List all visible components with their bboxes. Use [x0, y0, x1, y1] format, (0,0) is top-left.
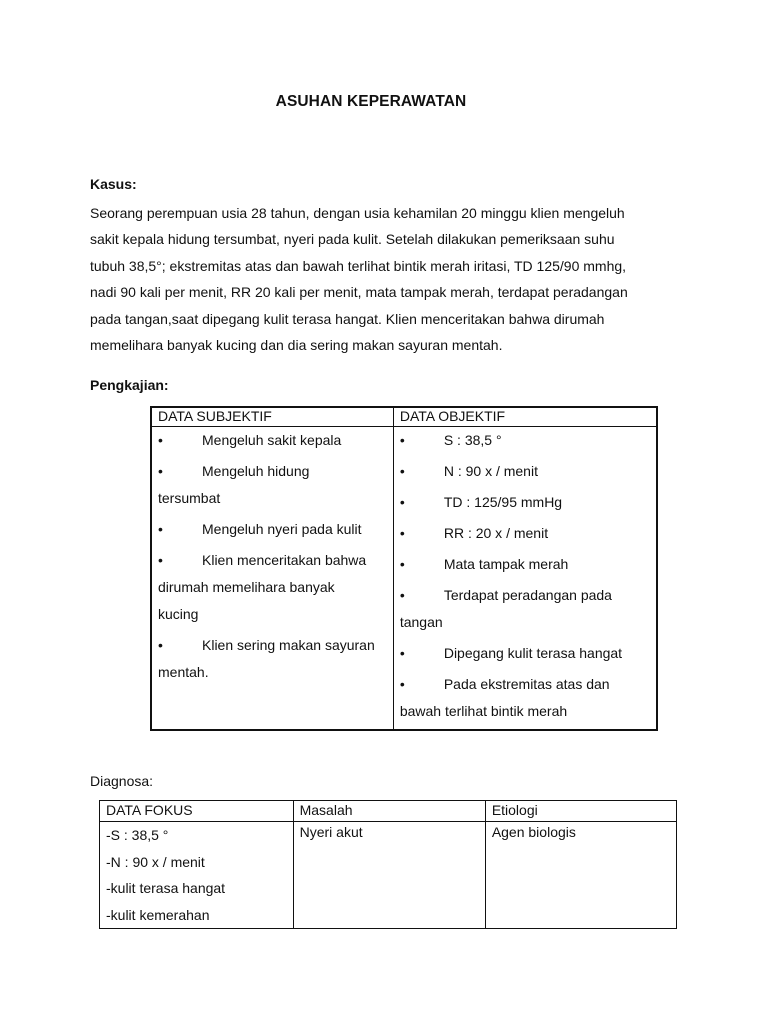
kasus-line: Seorang perempuan usia 28 tahun, dengan usia kehamilan 20 minggu klien mengeluh [90, 205, 625, 221]
subjektif-item [158, 458, 387, 512]
subjektif-item [158, 516, 387, 543]
objektif-item [400, 489, 650, 516]
data-fokus-cell [100, 822, 294, 929]
bullet-icon: • [399, 587, 405, 603]
header-data-objektif: DATA OBJEKTIF [393, 407, 657, 427]
bullet-icon: • [158, 432, 163, 448]
diagnosa-table [99, 800, 677, 929]
objektif-item [400, 640, 650, 667]
fokus-item: -N : 90 x / menit [106, 853, 205, 870]
kasus-line: tubuh 38,5°; ekstremitas atas dan bawah terlihat bintik merah iritasi, TD 125/90 mmhg, [90, 257, 627, 274]
bullet-icon: • [158, 552, 163, 568]
subjektif-item-text: Klien menceritakan bahwa [202, 552, 367, 568]
fokus-item: -kulit terasa hangat [106, 880, 226, 896]
etiologi-cell [485, 822, 676, 929]
bullet-icon: • [158, 521, 163, 537]
pengkajian-table [150, 406, 658, 731]
objektif-item [400, 520, 650, 547]
subjektif-item-text: Mengeluh hidung [202, 463, 310, 479]
bullet-icon: • [399, 432, 405, 448]
document-title: ASUHAN KEPERAWATAN [275, 93, 467, 110]
objektif-item-text: Mata tampak merah [443, 556, 569, 572]
objektif-item-continuation: tangan [399, 614, 443, 630]
subjektif-item-text: Mengeluh sakit kepala [202, 432, 342, 448]
objektif-item [400, 671, 650, 725]
subjektif-item [158, 547, 387, 628]
objektif-item [400, 582, 650, 636]
subjektif-item-continuation: kucing [158, 606, 199, 622]
header-data-subjektif: DATA SUBJEKTIF [151, 407, 393, 427]
subjektif-item [158, 632, 387, 686]
objektif-item [400, 427, 650, 454]
header-data-fokus: DATA FOKUS [100, 801, 294, 822]
subjektif-item-continuation: tersumbat [158, 490, 221, 506]
objektif-item-text: TD : 125/95 mmHg [443, 494, 563, 510]
kasus-line: pada tangan,saat dipegang kulit terasa hangat. Klien menceritakan bahwa dirumah [90, 310, 605, 327]
objektif-item-text: N : 90 x / menit [443, 463, 538, 479]
bullet-icon: • [399, 645, 405, 661]
bullet-icon: • [399, 494, 405, 510]
bullet-icon: • [399, 525, 405, 541]
bullet-icon: • [158, 463, 163, 479]
bullet-icon: • [399, 676, 405, 692]
objektif-item-continuation: bawah terlihat bintik merah [399, 703, 568, 719]
diagnosa-heading: Diagnosa: [90, 773, 154, 789]
fokus-item: -kulit kemerahan [106, 906, 210, 923]
kasus-line: nadi 90 kali per menit, RR 20 kali per menit, mata tampak merah, terdapat peradangan [90, 284, 628, 301]
subjektif-item [158, 427, 387, 454]
bullet-icon: • [158, 637, 163, 653]
subjektif-item-continuation: dirumah memelihara banyak [158, 579, 335, 595]
kasus-heading: Kasus: [90, 176, 137, 192]
objektif-item [400, 458, 650, 485]
subjektif-item-text: Klien sering makan sayuran [202, 637, 375, 653]
objektif-item-text: Terdapat peradangan pada [443, 587, 612, 603]
fokus-item: -S : 38,5 ° [106, 827, 169, 843]
pengkajian-heading: Pengkajian: [90, 377, 169, 393]
bullet-icon: • [399, 463, 405, 479]
objektif-item [400, 551, 650, 578]
kasus-paragraph [90, 200, 690, 358]
objektif-item-text: Pada ekstremitas atas dan [443, 676, 610, 692]
subjektif-item-continuation: mentah. [158, 664, 209, 680]
objektif-item-text: Dipegang kulit terasa hangat [443, 645, 623, 661]
kasus-line: memelihara banyak kucing dan dia sering makan sayuran mentah. [90, 337, 503, 354]
header-masalah: Masalah [293, 801, 485, 822]
masalah-value: Nyeri akut [299, 824, 363, 840]
bullet-icon: • [399, 556, 405, 572]
subjektif-item-text: Mengeluh nyeri pada kulit [202, 521, 362, 537]
masalah-cell [293, 822, 485, 929]
subjektif-cell [151, 427, 393, 731]
objektif-item-text: S : 38,5 ° [443, 432, 502, 448]
header-etiologi: Etiologi [485, 801, 676, 822]
kasus-line: sakit kepala hidung tersumbat, nyeri pada kulit. Setelah dilakukan pemeriksaan suhu [90, 231, 615, 248]
objektif-cell [393, 427, 657, 731]
objektif-item-text: RR : 20 x / menit [443, 525, 549, 541]
etiologi-value: Agen biologis [491, 824, 576, 840]
